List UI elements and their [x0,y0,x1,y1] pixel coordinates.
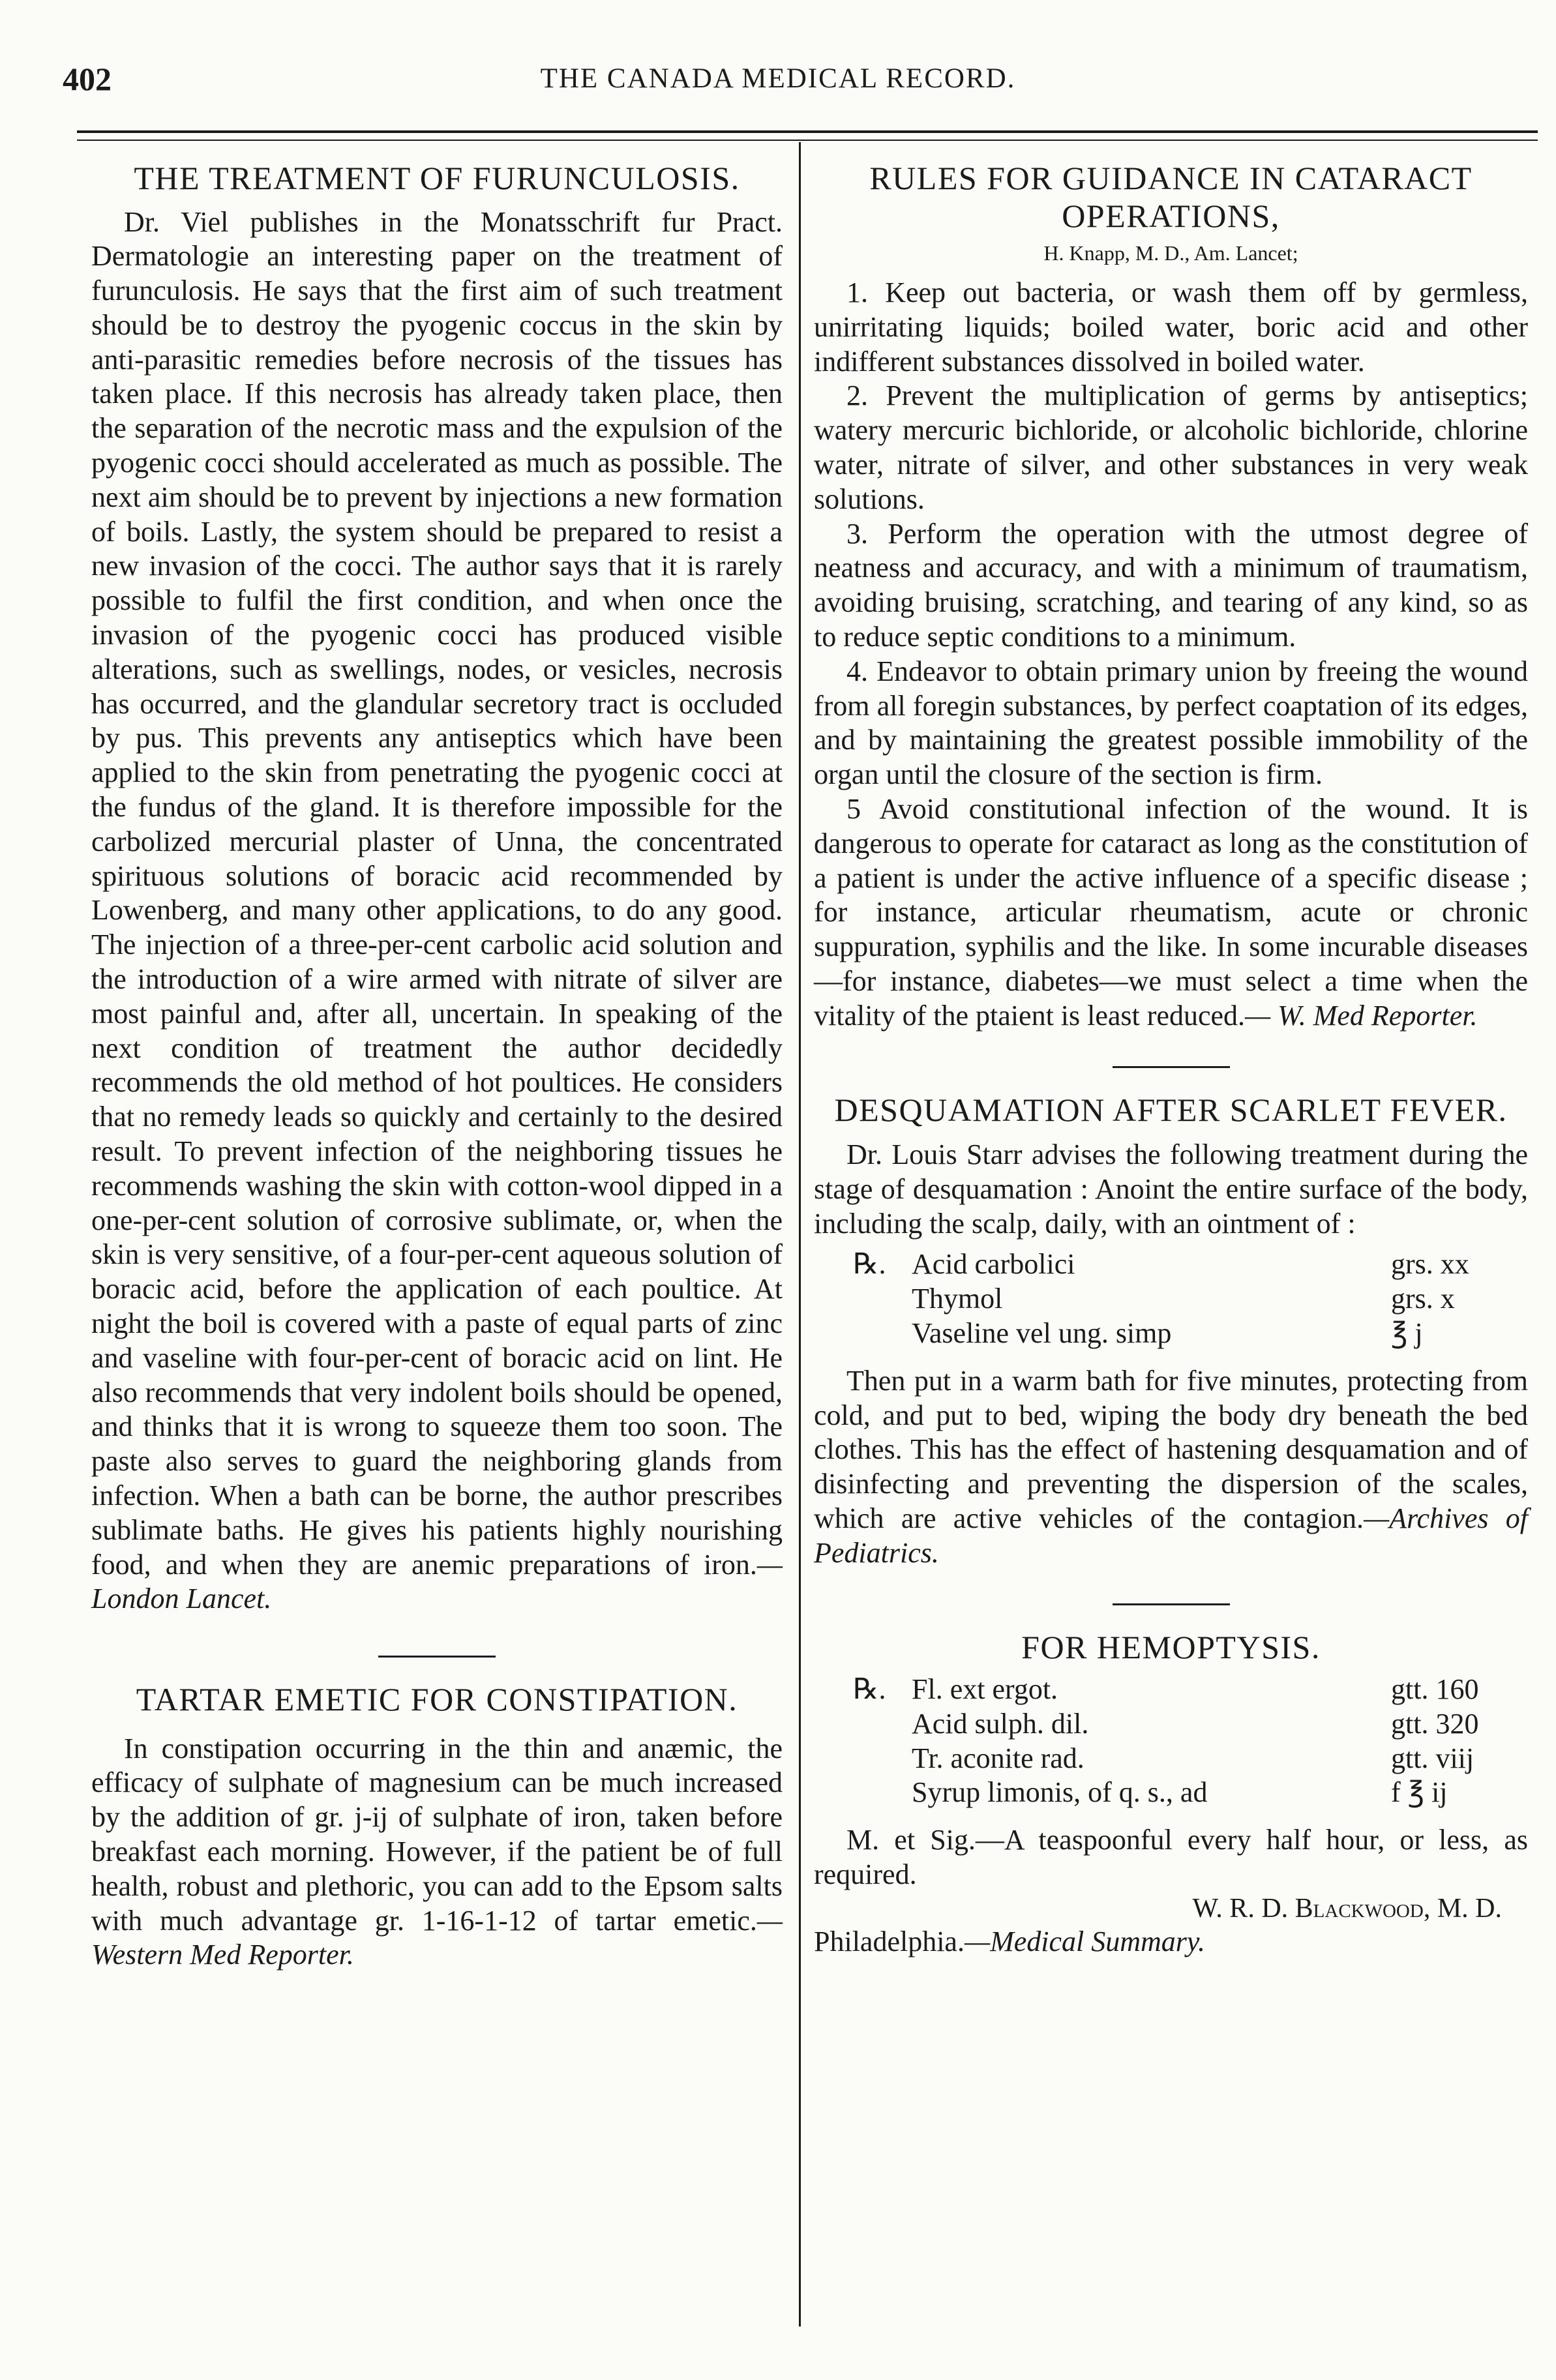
prescription-row [853,1673,1528,1707]
prescription [853,1247,1528,1350]
article-text: Dr. Viel publishes in the Monatsschrift fur Pract. Dermatologie an interesting paper on the treatment of furunculosis. He says that the first aim of such treatment should be to destroy the pyogenic coccus in the skin by anti-parasitic remedies before necrosis of the tissues has taken place. If this necrosis has already taken place, then the separation of the necrotic mass and the expulsion of the pyogenic cocci should accelerated as much as possible. The next aim should be to prevent by injections a new formation of boils. Lastly, the system should be prepared to resist a new invasion of the cocci. The author says that it is rarely possible to fulfil the first condition, and when once the invasion of the pyogenic cocci has produced visible alterations, such as swellings, nodes, or vesicles, necrosis has occurred, and the glandular secretory tract is occluded by pus. This prevents any antiseptics which have been applied to the skin from penetrating the pyogenic cocci at the fundus of the gland. It is therefore impossible for the carbolized mercurial plaster of Unna, the concentrated spirituous solutions of boracic acid recommended by Lowenberg, and many other applications, to do any good. The injection of a three-per-cent carbolic acid solution and the introduction of a wire armed with nitrate of silver are most painful and, after all, uncertain. In speaking of the next condition of treatment the author decidedly recommends the old method of hot poultices. He considers that no remedy leads so quickly and certainly to the desired result. To prevent infection of the neighboring tissues he recommends washing the skin with cotton-wool dipped in a one-per-cent solution of corrosive sublimate, or, when the skin is very sensitive, of a four-per-cent aqueous solution of boracic acid, before the application of each poultice. At night the boil is covered with a paste of equal parts of zinc and vaseline with four-per-cent of boracic acid on lint. He also recommends that very indolent boils should be opened, and thinks that it is wrong to squeeze them too soon. The paste also serves to guard the neighboring glands from infection. When a bath can be borne, the author prescribes sublimate baths. He gives his patients highly nourishing food, and when they are anemic preparations of iron. [91,205,783,1581]
header-rule-thin [77,140,1538,141]
column-divider [799,142,801,2327]
signature [814,1892,1502,1925]
article-body [91,1732,783,1973]
article-tartar-emetic [91,1681,783,1972]
ingredient-dose: ℥ j [1391,1317,1423,1350]
ingredient-name: Syrup limonis, of q. s., ad [912,1776,1208,1809]
author-initials: W. R. D. [1192,1893,1289,1924]
ingredient-name: Acid carbolici [912,1248,1075,1281]
right-column [814,160,1528,1959]
prescription-row [853,1282,1528,1316]
article-furunculosis [91,160,783,1616]
article-byline: H. Knapp, M. D., Am. Lancet; [1043,241,1298,265]
article-source: —London Lancet. [91,1548,783,1615]
ingredient-dose: grs. x [1391,1283,1455,1315]
rule-4: 4. Endeavor to obtain primary union by freeing the wound from all foregin substances, by perfect coaptation of its edges, and by maintaining the greatest possible immobility of the organ until the closure of the section is firm. [814,655,1528,791]
article-title: DESQUAMATION AFTER SCARLET FEVER. [834,1091,1508,1128]
recipe-symbol: ℞. [853,1248,886,1281]
article-body [814,1364,1528,1571]
ingredient-name: Fl. ext ergot. [912,1673,1058,1706]
ingredient-name: Acid sulph. dil. [912,1707,1089,1740]
article-title: THE TREATMENT OF FURUNCULOSIS. [134,160,740,196]
ingredient-dose: gtt. viij [1391,1742,1474,1774]
article-text: In constipation occurring in the thin and anæmic, the efficacy of sulphate of magnesium can be much increased by the addition of gr. j-ij of sulphate of iron, taken before breakfast each morning. However, if the patient be of full health, robust and plethoric, you can add to the Epsom salts with much advantage gr. 1-16-1-12 of tartar emetic. [91,1732,783,1937]
left-column [91,160,783,1972]
article-body [91,205,783,1617]
article-intro: Dr. Louis Starr advises the following treatment during the stage of desquamation : Anoint the entire surface of the body, including the scalp, daily, with an ointment of : [814,1138,1528,1240]
journal-title: THE CANADA MEDICAL RECORD. [540,63,1016,94]
article-source: — W. Med Reporter. [1245,999,1478,1032]
prescription-row [853,1707,1528,1742]
page-number: 402 [63,61,112,97]
prescription [853,1673,1528,1810]
rule-1: 1. Keep out bacteria, or wash them off by germless, unirritating liquids; boiled water, boric acid and other indifferent substances dissolved in boiled water. [814,276,1528,378]
article-cataract [814,160,1528,1034]
rule-3: 3. Perform the operation with the utmost degree of neatness and accuracy, and with a minimum of traumatism, avoiding bruising, scratching, and tearing of any kind, so as to reduce septic conditions to a minimum. [814,517,1528,653]
article-title: FOR HEMOPTYSIS. [1021,1628,1321,1665]
rule-5 [814,792,1528,1034]
recipe-symbol: ℞. [853,1673,886,1706]
article-source: —Archives of Pediatrics. [814,1502,1528,1569]
prescription-row [853,1247,1528,1282]
ingredient-name: Thymol [912,1283,1003,1315]
article-desquamation [814,1092,1528,1571]
article-source: —Western Med Reporter. [91,1904,783,1971]
ingredient-name: Tr. aconite rad. [912,1742,1085,1774]
ingredient-dose: gtt. 160 [1391,1673,1479,1706]
article-text: Then put in a warm bath for five minutes, protecting from cold, and put to bed, wiping the body dry beneath the bed clothes. This has the effect of hastening desquamation and of disinfecting and preventing the dispersion of the scales, which are active vehicles of the contagion. [814,1364,1528,1534]
prescription-row [853,1742,1528,1776]
ingredient-dose: f ℥ ij [1391,1776,1448,1809]
place: Philadelphia. [814,1926,965,1958]
prescription-row [853,1776,1528,1810]
directions: M. et Sig.—A teaspoonful every half hour, or less, as required. [814,1824,1528,1891]
article-source: —Medical Summary. [964,1926,1206,1958]
section-divider [1113,1603,1230,1605]
article-title: TARTAR EMETIC FOR CONSTIPATION. [136,1681,738,1718]
header-rule [77,130,1538,133]
section-divider [1113,1066,1230,1068]
prescription-row [853,1316,1528,1351]
rule-2: 2. Prevent the multiplication of germs by antiseptics; watery mercuric bichloride, or alcoholic bichloride, chlorine water, nitrate of silver, and other substances in very weak solutions. [814,379,1528,515]
article-text: 5 Avoid constitutional infection of the wound. It is dangerous to operate for cataract as long as the constitution of a patient is under the active influence of a specific disease ; for instance, articular rheumatism, acute or chronic suppuration, syphilis and the like. In some incurable diseases—for instance, diabetes—we must select a time when the vitality of the ptaient is least reduced. [814,792,1528,1032]
ingredient-dose: grs. xx [1391,1248,1469,1281]
ingredient-name: Vaseline vel ung. simp [912,1317,1172,1350]
section-divider [378,1656,496,1658]
page-header [0,60,1556,106]
author-surname: Blackwood, M. D. [1294,1893,1502,1924]
article-hemoptysis [814,1629,1528,1959]
article-title: RULES FOR GUIDANCE IN CATARACT OPERATIONS, [869,160,1473,234]
article-source-line [814,1925,1528,1959]
ingredient-dose: gtt. 320 [1391,1707,1479,1740]
